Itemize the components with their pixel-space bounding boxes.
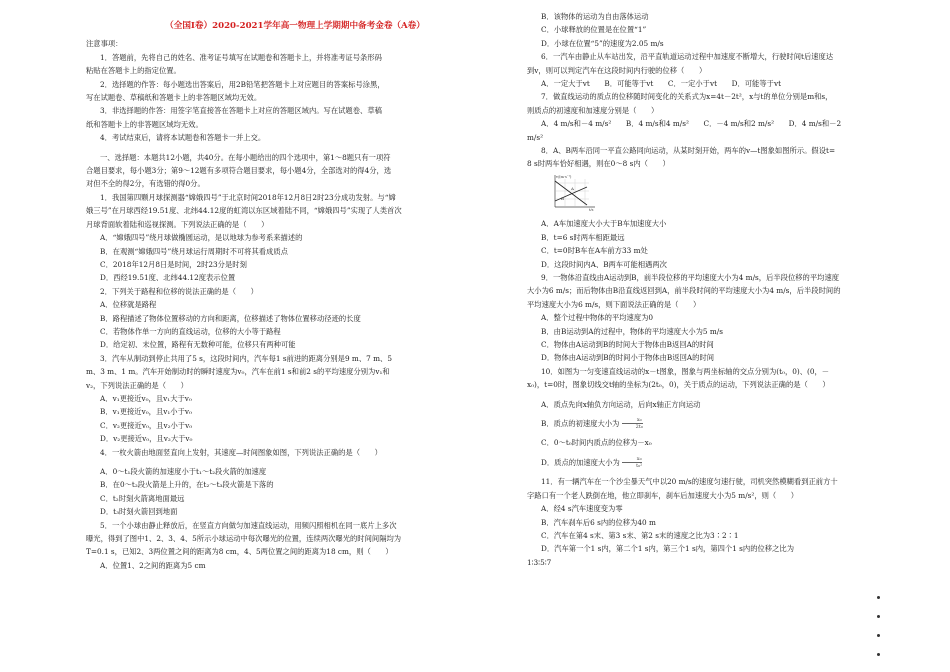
option: D．小球在位置“5”的速度为2.05 m/s (541, 38, 664, 48)
section-heading: 一、选择题：本题共12小题，共40分。在每小题给出的四个选项中，第1～8题只有一项符 (100, 152, 391, 162)
dot (877, 615, 880, 618)
question-3: 3．汽车从制动到停止共用了5 s，这段时间内，汽车每1 s前进的距离分别是9 m、7 m、5 (100, 353, 392, 363)
text-line: 到v，则可以判定汽车在这段时间内行驶的位移（ ） (527, 65, 707, 75)
option: D．物体由A运动到B的时间小于物体由B返回A的时间 (541, 353, 715, 363)
option: C．物体由A运动到B的时间大于物体由B返回A的时间 (541, 339, 714, 349)
option: D．汽车第一个1 s内，第二个1 s内，第三个1 s内，第四个1 s内的位移之比为 (541, 544, 794, 554)
option: A．质点先向x轴负方向运动，后向x轴正方向运动 (541, 399, 701, 409)
option: B．路程描述了物体位置移动的方向和距离，位移描述了物体位置移动径迹的长度 (100, 313, 361, 323)
fraction (622, 456, 642, 469)
text-line: 娥三号”在月球西经19.51度、北纬44.12度的虹湾以东区域着陆不同，“嫦娥四号”实现了人类首次 (86, 206, 402, 216)
option: A．“嫦娥四号”绕月球做椭圆运动，是以地球为参考系来描述的 (100, 233, 303, 243)
option: B．由B运动到A的过程中，物体的平均速度大小为5 m/s (541, 326, 724, 336)
option: A．位置1、2之间的距离为5 cm (100, 560, 206, 570)
dot (877, 596, 880, 599)
option: C．小球释放的位置是在位置“1” (541, 25, 647, 35)
right-column (527, 10, 889, 569)
option: A．0～t₁段火箭的加速度小于t₁～t₂段火箭的加速度 (100, 467, 267, 476)
option: A．A车加速度大小大于B车加速度大小 (541, 219, 667, 229)
option: C．0～t₀时间内质点的位移为－x₀ (541, 438, 652, 448)
option: B．v₁更接近v₀，且v₁小于v₀ (100, 407, 192, 417)
option: D．t₃时刻火箭回到地面 (100, 507, 178, 517)
dot (877, 653, 880, 656)
question-8: 8．A、B两车沿同一平直公路同向运动，从某时刻开始，两车的v—t图象如图所示。假设t= (541, 146, 836, 156)
option: D．这段时间内A、B两车可能相遇两次 (541, 259, 667, 269)
option: A．v₁更接近v₀，且v₁大于v₀ (100, 393, 192, 403)
question-1: 1．我国第四颗月球探测器“嫦娥四号”于北京时间2018年12月8日2时23分成功发射。与“嫦 (100, 192, 396, 202)
option: C．t₂时刻火箭离地面最远 (100, 493, 185, 503)
text-line: m、3 m、1 m。汽车开始制动时的瞬时速度为v₀，汽车在前1 s和前2 s的平均速度分别为v₁和 (86, 367, 390, 377)
text-line: 3．非选择题的作答：用签字笔直接答在答题卡上对应的答题区域内。写在试题卷、草稿 (100, 106, 382, 116)
text-line: 写在试题卷、草稿纸和答题卡上的非答题区域均无效。 (86, 93, 262, 103)
text-line: 8 s时两车恰好相遇，则在0～8 s内（ ） (527, 159, 670, 169)
fraction-denominator: 2t₀ (635, 424, 643, 431)
text-line: 4．考试结束后，请将本试题卷和答题卡一并上交。 (100, 133, 266, 143)
question-2: 2．下列关于路程和位移的说法正确的是（ ） (100, 286, 258, 296)
option: C．汽车在第4 s末、第3 s末、第2 s末的速度之比为3∶2∶1 (541, 531, 739, 540)
text-line: 大小为6 m/s；而后物体由B沿直线返回到A，前半段时间的平均速度大小为4 m/s，后半段时间的 (527, 286, 841, 296)
text-line: 纸和答题卡上的非答题区域均无效。 (86, 119, 203, 129)
text-line: x₀)，t=0时，图象切线交t轴的坐标为(2t₀，0)，关于质点的运动，下列说法正确的是（ ） (527, 380, 830, 390)
option-with-fraction (527, 456, 889, 470)
option: D．西经19.51度、北纬44.12度表示位置 (100, 273, 236, 283)
question-4: 4．一枚火箭由地面竖直向上发射，其速度—时间图象如图，下列说法正确的是（ ） (100, 447, 382, 457)
question-9: 9．一物体沿直线由A运动到B，前半段位移的平均速度大小为4 m/s，后半段位移的平均速度 (541, 272, 840, 282)
option: A．位移就是路程 (100, 300, 157, 310)
question-11: 11．有一辆汽车在一个沙尘暴天气中以20 m/s的速度匀速行驶，司机突然模糊看到正前方十 (541, 477, 838, 487)
option: B．该物体的运动为自由落体运动 (541, 12, 649, 21)
option: A．经4 s汽车速度变为零 (541, 504, 623, 514)
question-10: 10．如图为一匀变速直线运动的x－t图象，图象与两坐标轴的交点分别为(t₀，0)、(0，－ (541, 366, 830, 376)
fraction-numerator: x₀ (622, 417, 643, 424)
text-line: 1．答题前，先将自己的姓名、准考证号填写在试题卷和答题卡上，并将准考证号条形码 (100, 52, 382, 62)
text-line: 曝光，得到了图中1、2、3、4、5所示小球运动中每次曝光的位置，连续两次曝光的时间间隔均为 (86, 534, 402, 544)
option: D．给定初、末位置，路程有无数种可能，位移只有两种可能 (100, 340, 296, 350)
text-line: v₂，下列说法正确的是（ ） (86, 380, 188, 390)
option: C．若物体作单一方向的直线运动，位移的大小等于路程 (100, 326, 281, 336)
option: C．2018年12月8日是时间，2时23分是时刻 (100, 259, 247, 269)
vt-graph-figure (549, 173, 597, 211)
fraction-numerator: x₀ (622, 456, 642, 463)
option: B．t=6 s时两车相距最远 (541, 232, 625, 242)
text-line: 对但不全的得2分，有选错的得0分。 (86, 179, 205, 189)
left-column (86, 20, 504, 572)
t-axis-label: t/s (589, 207, 594, 211)
text-line: 1∶3∶5∶7 (527, 557, 552, 567)
text-line: 字路口有一个老人跌倒在地，他立即刹车，刹车后加速度大小为5 m/s²，则（ ） (527, 490, 799, 500)
text-line: m/s² (527, 132, 544, 142)
option: D．v₂更接近v₀，且v₂大于v₀ (100, 434, 193, 444)
question-6: 6．一汽车由静止从车站出发，沿平直轨道运动过程中加速度不断增大，行驶时间t后速度达 (541, 52, 834, 62)
option: B．在0～t₂段火箭是上升的，在t₂～t₃段火箭是下落的 (100, 480, 274, 490)
question-7: 7．做直线运动的质点的位移随时间变化的关系式为x=4t－2t²，x与t的单位分别是m和s， (541, 92, 833, 102)
notice-heading: 注意事项： (86, 39, 123, 49)
option: A．一定大于vt B．可能等于vt C．一定小于vt D．可能等于vt (541, 79, 782, 89)
margin-dots (877, 596, 889, 672)
text-line: 粘贴在答题卡上的指定位置。 (86, 66, 181, 76)
option: A．整个过程中物体的平均速度为0 (541, 313, 654, 323)
option-text: B．质点的初速度大小为 (541, 418, 620, 428)
line-b-label: B (561, 195, 564, 201)
v-axis-label: v/(m·s⁻¹) (556, 174, 572, 179)
text-line: 月球背面软着陆和巡视探测。下列说法正确的是（ ） (86, 219, 269, 229)
text-line: 合题目要求，每小题3分；第9～12题有多项符合题目要求，每小题4分，全部选对的得4分，选 (86, 166, 392, 176)
option: A．4 m/s和－4 m/s² B．4 m/s和4 m/s² C．－4 m/s和2 m/s² D．4 m/s和－2 (541, 119, 842, 129)
text-line: 2．选择题的作答：每小题选出答案后，用2B铅笔把答题卡上对应题目的答案标号涂黑， (100, 79, 385, 89)
line-a-label: A (571, 185, 574, 191)
option-with-fraction (527, 417, 889, 431)
text-line: 则质点的初速度和加速度分别是（ ） (527, 105, 659, 115)
exam-title: （全国Ⅰ卷）2020-2021学年高一物理上学期期中备考金卷（A卷） (165, 21, 425, 31)
option: C．v₂更接近v₀，且v₂小于v₀ (100, 420, 193, 430)
option: B．在观测“嫦娥四号”绕月球运行周期时不可将其看成质点 (100, 246, 288, 256)
text-line: T=0.1 s，已知2、3两位置之间的距离为8 cm，4、5两位置之间的距离为18 cm，则（ ） (86, 547, 393, 557)
text-line: 平均速度大小为6 m/s，则下面说法正确的是（ ） (527, 299, 701, 309)
question-5: 5．一个小球由静止释放后，在竖直方向做匀加速直线运动，用频闪照相机在同一底片上多次 (100, 520, 397, 530)
fraction-denominator: t₀² (636, 463, 643, 470)
option: C．t=0时B车在A车前方33 m处 (541, 246, 648, 256)
fraction (622, 417, 643, 430)
option: B．汽车刹车后6 s内的位移为40 m (541, 517, 656, 527)
option-text: D．质点的加速度大小为 (541, 457, 620, 467)
dot (877, 634, 880, 637)
